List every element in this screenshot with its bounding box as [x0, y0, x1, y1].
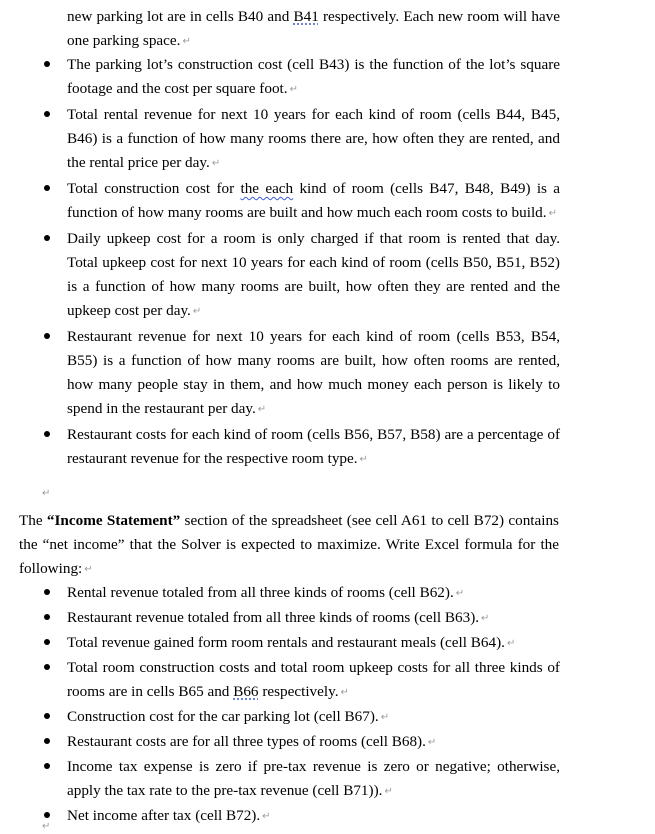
grammar-flagged-text: the each: [240, 180, 294, 197]
bullet-icon: [44, 763, 50, 769]
income-statement-title: “Income Statement”: [46, 512, 181, 529]
bullet-icon: [44, 713, 50, 719]
bullet-icon: [44, 639, 50, 645]
bullet-icon: [44, 589, 50, 595]
list-item: Total construction cost for the each kind of room (cells B47, B48, B49) is a function of how many rooms are built and how much each room costs to build. ↵: [0, 177, 655, 226]
paragraph-mark-icon: ↵: [380, 712, 390, 723]
list-item: Total revenue gained form room rentals and restaurant meals (cell B64). ↵: [0, 631, 655, 656]
list-item: Rental revenue totaled from all three kinds of rooms (cell B62). ↵: [0, 581, 655, 606]
bullet-icon: [44, 235, 50, 241]
paragraph-mark-icon: ↵: [289, 84, 298, 95]
continued-text-end: respectively. Each new room will have one parking space.: [67, 8, 560, 49]
list-item: Total rental revenue for next 10 years for each kind of room (cells B44, B45, B46) is a function of how many rooms there are, how often they are rented, and the rental price per day. ↵: [0, 103, 655, 176]
paragraph-mark-icon: ↵: [262, 811, 271, 822]
empty-paragraph-mark-icon: ↵: [42, 821, 51, 832]
paragraph-mark-icon: ↵: [481, 613, 490, 624]
bullet-icon: [44, 111, 50, 117]
list-item: Restaurant revenue for next 10 years for each kind of room (cells B53, B54, B55) is a function of how many rooms are built, how often rooms are rented, how many people stay in them, and how much money each person is likely to spend in the restaurant per day. ↵: [0, 325, 655, 422]
second-bullet-list: [0, 581, 655, 829]
list-item: Restaurant revenue totaled from all three kinds of rooms (cell B63). ↵: [0, 606, 655, 631]
bullet-icon: [44, 185, 50, 191]
paragraph-mark-icon: ↵: [427, 737, 437, 748]
bullet-icon: [44, 61, 50, 67]
bullet-icon: [44, 614, 50, 620]
list-item: Restaurant costs are for all three types of rooms (cell B68). ↵: [0, 730, 655, 755]
list-item: Daily upkeep cost for a room is only charged if that room is rented that day. Total upkeep cost for next 10 years for each kind of room (cells B50, B51, B52) is a function of how many rooms are built, how often they are rented and the upkeep cost per day. ↵: [0, 227, 655, 324]
bullet-icon: [44, 431, 50, 437]
list-item: Restaurant costs for each kind of room (cells B56, B57, B58) are a percentage of restaurant revenue for the respective room type. ↵: [0, 423, 655, 472]
income-statement-paragraph: The “Income Statement” section of the spreadsheet (see cell A61 to cell B72) contains the “net income” that the Solver is expected to maximize. Write Excel formula for the following: ↵: [19, 512, 559, 577]
continued-text-cell: B41: [293, 8, 319, 25]
bullet-icon: [44, 664, 50, 670]
continued-paragraph: [67, 5, 560, 54]
first-bullet-list: [0, 53, 655, 472]
bullet-icon: [44, 333, 50, 339]
continued-text-start: new parking lot are in cells B40 and: [67, 8, 294, 25]
flagged-cell-ref: B66: [233, 683, 259, 700]
paragraph-mark-icon: ↵: [359, 454, 368, 465]
paragraph-mark-icon: ↵: [192, 306, 202, 317]
paragraph-mark-icon: ↵: [211, 158, 221, 169]
bullet-icon: [44, 812, 50, 818]
list-item: Construction cost for the car parking lot (cell B67). ↵: [0, 705, 655, 730]
paragraph-mark-icon: ↵: [257, 404, 267, 415]
paragraph-mark-icon: ↵: [506, 638, 516, 649]
paragraph-mark-icon: ↵: [455, 588, 465, 599]
list-item: Total room construction costs and total room upkeep costs for all three kinds of rooms are in cells B65 and B66 respectively. ↵: [0, 656, 655, 705]
paragraph-mark-icon: ↵: [384, 786, 393, 797]
list-item: Net income after tax (cell B72). ↵: [0, 804, 655, 829]
paragraph-mark-icon: ↵: [548, 208, 557, 219]
list-item: The parking lot’s construction cost (cell B43) is the function of the lot’s square footage and the cost per square foot. ↵: [0, 53, 655, 102]
paragraph-mark-icon: ↵: [340, 687, 349, 698]
paragraph-mark-icon: ↵: [182, 36, 191, 47]
empty-paragraph-mark-icon: ↵: [42, 488, 51, 499]
bullet-icon: [44, 738, 50, 744]
list-item: Income tax expense is zero if pre-tax revenue is zero or negative; otherwise, apply the tax rate to the pre-tax revenue (cell B71)). ↵: [0, 755, 655, 804]
paragraph-mark-icon: ↵: [84, 564, 93, 575]
